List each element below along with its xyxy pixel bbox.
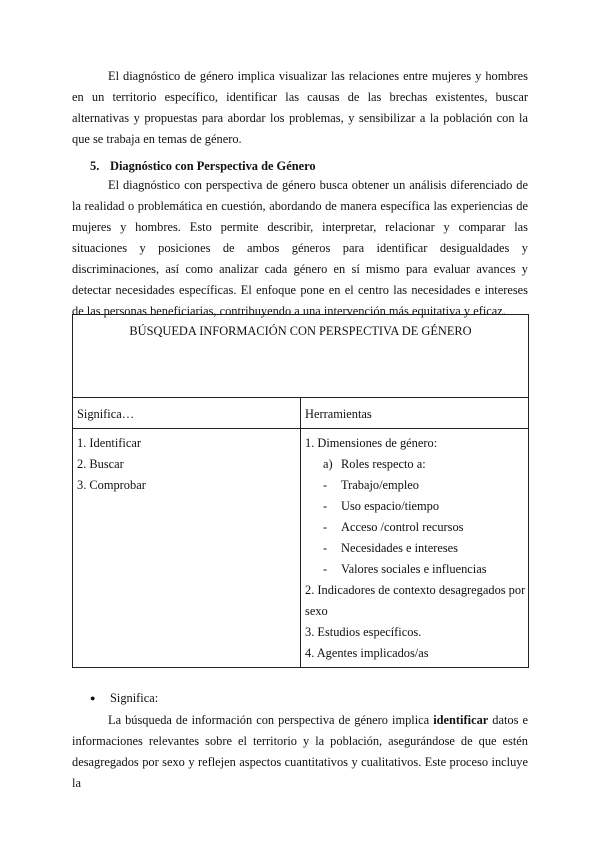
list-item: 1. Identificar [77,436,141,450]
tool-subitem-a [305,454,528,475]
list-item [305,538,528,559]
section-line-5: analizar cada género en sí mismo para evaluar avances y detectar necesidades específicas. El [72,262,528,297]
final-line-1a: La búsqueda de información con perspectiva de género implica [108,713,430,727]
bullet-significa [90,688,158,708]
dash-marker: - [323,478,328,492]
list-item [305,496,528,517]
section-line-3: mujeres y hombres. Esto permite describir, interpretar, relacionar y comparar las situaciones y [72,220,528,255]
tool-item-2: 2. Indicadores de contexto desagregados por [305,583,526,597]
list-item: 2. Buscar [77,457,124,471]
bullet-icon: ● [90,693,96,703]
final-line-3: desagregados por sexo y reflejen aspectos cuantitativos y cualitativos. Este proceso incluye la [72,755,528,790]
list-item [305,517,528,538]
tool-item-4: 4. Agentes implicados/as [305,646,429,660]
section-line-6: enfoque pone en el centro las necesidades e intereses de las personas beneficiarias, [72,283,529,318]
dash-marker: - [323,520,328,534]
tool-item-1: 1. Dimensiones de género: [305,436,438,450]
intro-line-3: propuestas para abordar los problemas, y sensibilizar a la población con la que se trabaja en [72,111,528,146]
intro-line-1: El diagnóstico de género implica visualizar las relaciones entre mujeres y hombres en [72,69,528,104]
tool-item-3: 3. Estudios específicos. [305,625,422,639]
table-title: BÚSQUEDA INFORMACIÓN CON PERSPECTIVA DE GÉNERO [129,324,472,338]
section-paragraph [72,175,528,322]
section-number: 5. [90,159,100,173]
list-item [305,475,528,496]
section-heading [90,156,316,176]
intro-line-2: un territorio específico, identificar las causas de las brechas existentes, buscar alternativas y [72,90,528,125]
final-line-1b: datos e [492,713,528,727]
dash-marker: - [323,541,328,555]
list-item: 3. Comprobar [77,478,146,492]
dash-item-label: Uso espacio/tiempo [341,499,440,513]
tool-item-2-cont: sexo [305,604,328,618]
list-item [305,559,528,580]
final-line-2: informaciones relevantes sobre el territorio y la población, asegurándose de que estén [72,734,528,748]
table-cell-herramientas [301,429,529,668]
table-header-significa [73,398,301,429]
table-title-cell [73,315,529,398]
dash-item-label: Acceso /control recursos [341,520,464,534]
section-line-2: realidad o problemática en cuestión, abordando de manera específica las experiencias de [84,199,528,213]
bullet-label: Significa: [110,691,159,705]
final-line-1-bold: identificar [433,713,489,727]
dash-item-label: Necesidades e intereses [341,541,458,555]
col1-header: Significa… [77,407,135,421]
subitem-label: Roles respecto a: [341,457,426,471]
section-line-1: El diagnóstico con perspectiva de género busca obtener un análisis diferenciado de la [72,178,528,213]
section-line-4: posiciones de ambos géneros para identificar desigualdades y discriminaciones, así como [72,241,528,276]
table-header-herramientas [301,398,529,429]
section-line-7: contribuyendo a una intervención más equitativa y eficaz. [219,304,506,318]
table-cell-significa [73,429,301,668]
intro-line-4: temas de género. [158,132,242,146]
col2-header: Herramientas [305,407,372,421]
section-title: Diagnóstico con Perspectiva de Género [110,159,316,173]
dash-item-label: Trabajo/empleo [341,478,420,492]
final-paragraph [72,710,528,794]
dash-marker: - [323,562,328,576]
dash-marker: - [323,499,328,513]
subitem-marker: a) [323,457,333,471]
search-info-table [72,314,529,668]
intro-paragraph [72,66,528,150]
dash-item-label: Valores sociales e influencias [341,562,487,576]
